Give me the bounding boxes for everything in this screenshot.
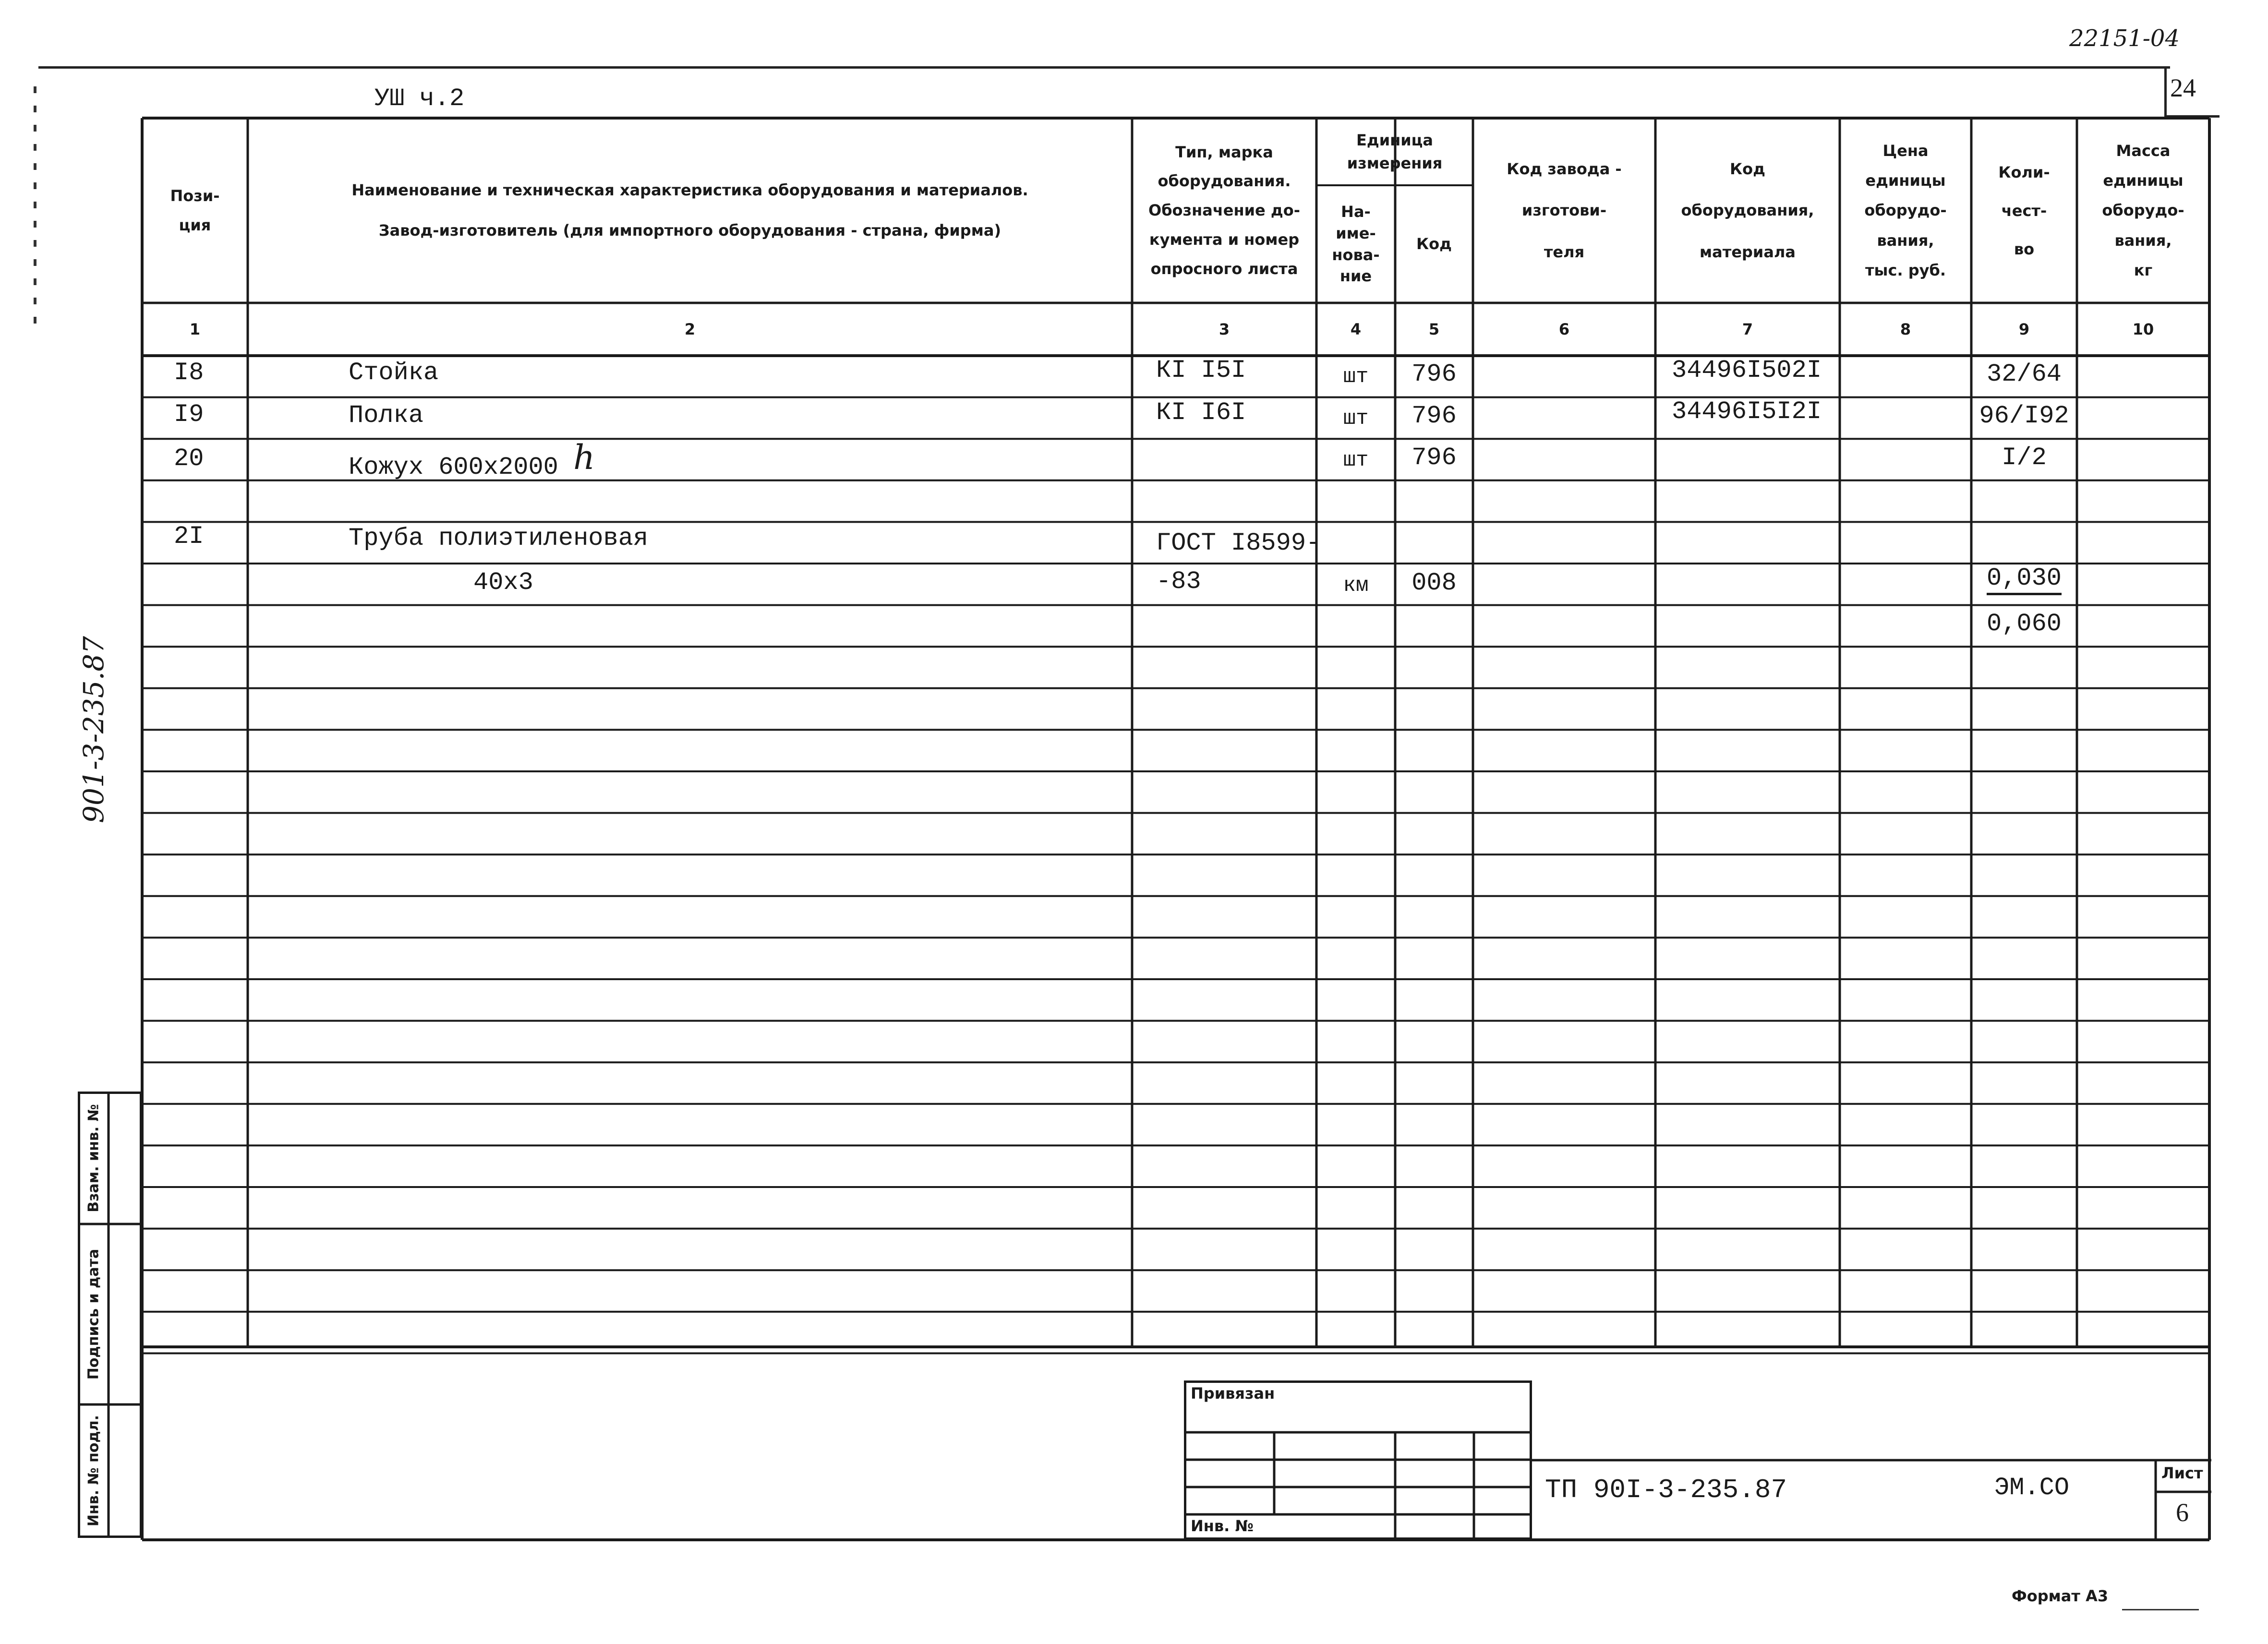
document-code: ТП 90I-3-235.87: [1545, 1475, 1787, 1505]
page-number: 24: [2170, 73, 2196, 102]
row-unit-code: 796: [1411, 360, 1457, 388]
row-unit: шт: [1343, 448, 1369, 472]
spec-table: [142, 118, 2209, 1558]
row-position: I8: [174, 359, 204, 387]
row-type: КI I6I: [1156, 398, 1246, 427]
paper-format: Формат А3: [2012, 1587, 2109, 1605]
row-unit: км: [1343, 573, 1369, 598]
top-frame-line: [38, 66, 2170, 69]
header-position: Пози- ция: [170, 186, 220, 234]
stamp-original-inv: Инв. № подл.: [85, 1415, 102, 1527]
row-unit: шт: [1343, 406, 1369, 431]
colnum-1: 1: [189, 320, 201, 338]
sheet-number: 6: [2176, 1498, 2189, 1527]
header-equipment-code: Код оборудования, материала: [1681, 159, 1814, 261]
title-block-grid: [1184, 1380, 2211, 1540]
sheet-label: Лист: [2161, 1464, 2203, 1482]
document-mark: ЭМ.СО: [1994, 1474, 2070, 1502]
row-quantity: 0,030: [1971, 560, 2077, 601]
linked-label: Привязан: [1191, 1384, 1275, 1403]
row-position: 2I: [174, 522, 204, 551]
header-unit-name: На- име- нова- ние: [1332, 202, 1380, 286]
footer-line: [2122, 1609, 2199, 1610]
row-equipment-code: 34496I5I2I: [1672, 397, 1822, 426]
row-name: 40х3: [473, 568, 533, 597]
row-name: Стойка: [349, 359, 439, 387]
colnum-3: 3: [1218, 320, 1230, 338]
inventory-label: Инв. №: [1191, 1517, 1254, 1535]
row-unit: шт: [1343, 364, 1369, 389]
title-block: [1184, 1380, 2211, 1540]
colnum-6: 6: [1558, 320, 1570, 338]
handwritten-mark: h: [573, 438, 595, 477]
scan-edge-marks: [34, 86, 36, 336]
row-name: Труба полиэтиленовая: [349, 524, 649, 552]
row-name: Кожух 600х2000 h: [349, 438, 595, 481]
header-name: Наименование и техническая характеристика оборудования и материалов. Завод-изготовитель (для импортного оборудования - страна, фирма): [351, 181, 1028, 240]
row-name: Полка: [349, 401, 424, 430]
row-unit-code: 008: [1411, 568, 1457, 597]
archive-number: 22151-04: [2069, 25, 2180, 52]
side-document-code: 901-3-235.87: [77, 636, 110, 823]
header-unit-group: Единица измерения: [1347, 131, 1443, 172]
row-unit-code: 796: [1411, 443, 1457, 472]
row-type: ГОСТ I8599-: [1156, 529, 1321, 557]
side-stamp: [78, 1092, 142, 1538]
colnum-8: 8: [1900, 320, 1911, 338]
row-type: КI I5I: [1156, 356, 1246, 384]
row-quantity: 0,060: [1986, 609, 2062, 638]
row-quantity: 32/64: [1986, 360, 2062, 388]
header-type: Тип, марка оборудования. Обозначение до- кумента и номер опросного листа: [1148, 143, 1300, 278]
colnum-2: 2: [684, 320, 696, 338]
colnum-9: 9: [2018, 320, 2030, 338]
row-quantity: 96/I92: [1979, 401, 2069, 430]
row-unit-code: 796: [1411, 401, 1457, 430]
header-quantity: Коли- чест- во: [1998, 163, 2050, 258]
row-position: I9: [174, 400, 204, 429]
stamp-signature-date: Подпись и дата: [85, 1248, 102, 1380]
section-label: УШ ч.2: [374, 84, 465, 113]
row-quantity: I/2: [2002, 443, 2047, 472]
header-price: Цена единицы оборудо- вания, тыс. руб.: [1864, 141, 1947, 280]
colnum-4: 4: [1350, 320, 1362, 338]
colnum-5: 5: [1428, 320, 1440, 338]
colnum-7: 7: [1742, 320, 1753, 338]
colnum-10: 10: [2132, 320, 2154, 338]
row-type: -83: [1156, 567, 1201, 596]
header-unit-code: Код: [1416, 235, 1452, 253]
header-mass: Масса единицы оборудо- вания, кг: [2102, 141, 2184, 280]
row-position: 20: [174, 444, 204, 473]
stamp-replace-inv: Взам. инв. №: [85, 1104, 102, 1212]
header-plant-code: Код завода - изготови- теля: [1507, 159, 1622, 261]
row-equipment-code: 34496I502I: [1672, 356, 1822, 384]
